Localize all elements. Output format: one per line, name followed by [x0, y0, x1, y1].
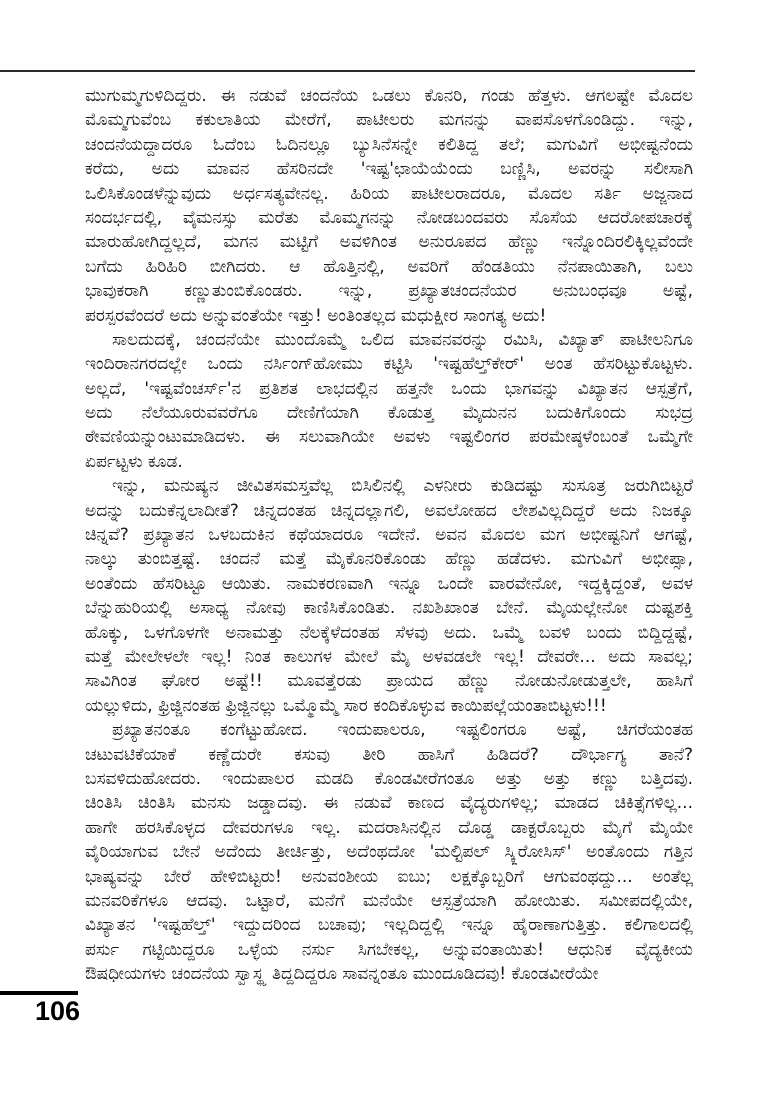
- paragraph: [85, 84, 693, 328]
- text-line: ಚಿಂತಿಸಿ ಚಿಂತಿಸಿ ಮನಸು ಜಡ್ಡಾದವು. ಈ ನಡುವೆ ಕಾಣದ ವೈದ್ಯರುಗಳಿಲ್ಲ; ಮಾಡದ ಚಿಕಿತ್ಸೆಗಳಿಲ್ಲ...: [85, 793, 693, 814]
- text-line: ಚಿನ್ನವೆ? ಪ್ರಖ್ಯಾತನ ಒಳಬದುಕಿನ ಕಥೆಯಾದರೂ ಇದೇನೆ. ಅವನ ಮೊದಲ ಮಗ ಅಭೀಷ್ಟನಿಗೆ ಆಗಷ್ಟೆ,: [85, 525, 693, 546]
- text-line: ಅಂತೆಂದು ಹೆಸರಿಟ್ಟೂ ಆಯಿತು. ನಾಮಕರಣವಾಗಿ ಇನ್ನೂ ಒಂದೇ ವಾರವೇನೋ, ಇದ್ದಕ್ಕಿದ್ದಂತೆ, ಅವಳ: [85, 573, 693, 594]
- text-line: ಚಂದನೆಯದ್ದಾದರೂ ಓದೆಂಬ ಓದಿನಲ್ಲೂ ಬ್ಯುಸಿನೆಸನ್ನೇ ಕಲಿತಿದ್ದ ತಲೆ; ಮಗುವಿಗೆ ಅಭೀಷ್ಟನೆಂದು: [85, 134, 693, 155]
- text-line: ಬೆನ್ನುಹುರಿಯಲ್ಲಿ ಅಸಾಧ್ಯ ನೋವು ಕಾಣಿಸಿಕೊಂಡಿತು. ನಖಶಿಖಾಂತ ಬೇನೆ. ಮೈಯಲ್ಲೇನೋ ದುಷ್ಟಶಕ್ತಿ: [85, 598, 693, 619]
- text-line: ಹಾಗೇ ಹರಸಿಕೊಳ್ಳದ ದೇವರುಗಳೂ ಇಲ್ಲ. ಮದರಾಸಿನಲ್ಲಿನ ದೊಡ್ಡ ಡಾಕ್ಟರೊಬ್ಬರು ಮೈಗೆ ಮೈಯೇ: [85, 817, 693, 838]
- header-rule: [0, 70, 695, 72]
- text-line: ಮನವರಿಕೆಗಳೂ ಆದವು. ಒಟ್ಟಾರೆ, ಮನೆಗೆ ಮನೆಯೇ ಆಸ್ಪತ್ರೆಯಾಗಿ ಹೋಯಿತು. ಸಮೀಪದಲ್ಲಿಯೇ,: [85, 890, 693, 911]
- text-line: ವೈರಿಯಾಗುವ ಬೇನೆ ಅದೆಂದು ತೀರ್ಚಿತ್ತು, ಅದೆಂಥದೋ 'ಮಲ್ಟಿಪಲ್ ಸ್ಕ್ಲಿರೋಸಿಸ್' ಅಂತೊಂದು ಗತ್ತಿನ: [85, 842, 693, 863]
- text-line: ಏರ್ಪಟ್ಟಳು ಕೂಡ.: [85, 451, 183, 472]
- text-line: ಚಟುವಟಿಕೆಯಾಕೆ ಕಣ್ಣೆದುರೇ ಕಸುವು ತೀರಿ ಹಾಸಿಗೆ ಹಿಡಿದರೆ? ದೌರ್ಭಾಗ್ಯ ತಾನೆ?: [85, 744, 693, 765]
- text-line: ಅದನ್ನು ಬದುಕೆನ್ನಲಾದೀತೆ? ಚಿನ್ನದಂತಹ ಚಿನ್ನದಲ್ಲಾಗಲಿ, ಅವಲೋಹದ ಲೇಶವಿಲ್ಲದಿದ್ದರೆ ಅದು ನಿಜಕ್ಕೂ: [85, 500, 693, 521]
- text-line: ಮೊಮ್ಮಗುವೆಂಬ ಕಕುಲಾತಿಯ ಮೇರೆಗೆ, ಪಾಟೀಲರು ಮಗನನ್ನು ವಾಪಸೊಳಗೊಂಡಿದ್ದು. ಇನ್ನು,: [85, 110, 693, 131]
- text-line: ಠೇವಣಿಯನ್ನುಂಟುಮಾಡಿದಳು. ಈ ಸಲುವಾಗಿಯೇ ಅವಳು ಇಷ್ಟಲಿಂಗರ ಪರಮೇಷ್ಠಳೆಂಬಂತೆ ಒಮ್ಮೆಗೇ: [85, 427, 693, 448]
- text-line: ಇನ್ನು, ಮನುಷ್ಯನ ಜೀವಿತಸಮಸ್ತವೆಲ್ಲ ಬಿಸಿಲಿನಲ್ಲಿ ಎಳನೀರು ಕುಡಿದಷ್ಟು ಸುಸೂತ್ರ ಜರುಗಿಬಿಟ್ಟರೆ: [112, 476, 693, 497]
- footer-bar: [0, 991, 78, 995]
- text-line: ಮತ್ತೆ ಮೇಲೇಳಲೇ ಇಲ್ಲ! ನಿಂತ ಕಾಲುಗಳ ಮೇಲೆ ಮೈ ಅಳವಡಲೇ ಇಲ್ಲ! ದೇವರೇ... ಅದು ಸಾವಲ್ಲ;: [85, 646, 693, 667]
- text-line: ಪ್ರಖ್ಯಾತನಂತೂ ಕಂಗೆಟ್ಟುಹೋದ. ಇಂದುಪಾಲರೂ, ಇಷ್ಟಲಿಂಗರೂ ಅಷ್ಟೆ, ಚಿಗರೆಯಂತಹ: [112, 720, 693, 741]
- text-line: ಸಂದರ್ಭದಲ್ಲಿ, ವೈಮನಸ್ಸು ಮರೆತು ಮೊಮ್ಮಗನನ್ನು ನೋಡಬಂದವರು ಸೊಸೆಯ ಆದರೋಪಚಾರಕ್ಕೆ: [85, 207, 693, 228]
- text-line: ನಾಲ್ಕು ತುಂಬಿತ್ತಷ್ಟೆ. ಚಂದನೆ ಮತ್ತೆ ಮೈಕೊನರಿಕೊಂಡು ಹೆಣ್ಣು ಹಡೆದಳು. ಮಗುವಿಗೆ ಅಭೀಪ್ಸಾ,: [85, 549, 693, 570]
- text-line: ಮುಗುಮ್ಮಗುಳಿದಿದ್ದರು. ಈ ನಡುವೆ ಚಂದನೆಯ ಒಡಲು ಕೊನರಿ, ಗಂಡು ಹೆತ್ತಳು. ಆಗಲಷ್ಟೇ ಮೊದಲ: [85, 86, 693, 106]
- text-line: ಯಲ್ಲುಳಿದು, ಫ್ರಿಜ್ಜಿನಂತಹ ಫ್ರಿಜ್ಜಿನಲ್ಲು ಒಮ್ಮೊಮ್ಮೆ ಸಾರ ಕಂದಿಕೊಳ್ಳುವ ಕಾಯಿಪಲ್ಲೆಯಂತಾಬಿಟ್ಟಳು!!!: [85, 695, 607, 716]
- page-number: 106: [34, 996, 81, 1026]
- paragraph: [85, 474, 693, 718]
- text-line: ಸಾಲದುದಕ್ಕೆ, ಚಂದನೆಯೇ ಮುಂದೊಮ್ಮೆ ಒಲಿದ ಮಾವನವರನ್ನು ರಮಿಸಿ, ವಿಖ್ಯಾತ್ ಪಾಟೀಲನಿಗೂ: [112, 329, 693, 350]
- text-line: ಕರೆದು, ಅದು ಮಾವನ ಹೆಸರಿನದೇ 'ಇಷ್ಟ'ಛಾಯೆಯೆಂದು ಬಣ್ಣಿಸಿ, ಅವರನ್ನು ಸಲೀಸಾಗಿ: [85, 159, 693, 180]
- text-line: ಔಷಧೀಯಗಳು ಚಂದನೆಯ ಸ್ವಾಸ್ಥ್ಯ ತಿದ್ದದಿದ್ದರೂ ಸಾವನ್ನಂತೂ ಮುಂದೂಡಿದವು! ಕೊಂಡವೀರೆಯೇ: [85, 964, 599, 985]
- text-line: ಅದು ನೆಲೆಯೂರುವವರೆಗೂ ದೇಣಿಗೆಯಾಗಿ ಕೊಡುತ್ತ ಮೈದುನನ ಬದುಕಿಗೊಂದು ಸುಭದ್ರ: [85, 403, 693, 424]
- text-line: ಭಾಷ್ಯವನ್ನು ಬೇರೆ ಹೇಳಿಬಿಟ್ಟರು! ಅನುವಂಶೀಯ ಐಬು; ಲಕ್ಷಕ್ಕೊಬ್ಬರಿಗೆ ಆಗುವಂಥದ್ದು... ಅಂತೆಲ್ಲ: [85, 866, 693, 887]
- text-line: ವಿಖ್ಯಾತನ 'ಇಷ್ಟಹೆಲ್ತ್' ಇದ್ದುದರಿಂದ ಬಚಾವು; ಇಲ್ಲದಿದ್ದಲ್ಲಿ ಇನ್ನೂ ಹೈರಾಣಾಗುತ್ತಿತ್ತು. ಕಲಿಗಾಲದಲ್ಲಿ: [85, 915, 693, 936]
- text-line: ಸಾವಿಗಿಂತ ಘೋರ ಅಷ್ಟೆ!! ಮೂವತ್ತೆರಡು ಪ್ರಾಯದ ಹೆಣ್ಣು ನೋಡುನೋಡುತ್ತಲೇ, ಹಾಸಿಗೆ: [85, 671, 693, 692]
- text-line: ಅಲ್ಲದೆ, 'ಇಷ್ಟವೆಂಚರ್ಸ್'ನ ಪ್ರತಿಶತ ಲಾಭದಲ್ಲಿನ ಹತ್ತನೇ ಒಂದು ಭಾಗವನ್ನು ವಿಖ್ಯಾತನ ಆಸ್ಪತ್ರೆಗೆ,: [85, 378, 693, 399]
- text-line: ಭಾವುಕರಾಗಿ ಕಣ್ಣುತುಂಬಿಕೊಂಡರು. ಇನ್ನು, ಪ್ರಖ್ಯಾತಚಂದನೆಯರ ಅನುಬಂಧವೂ ಅಷ್ಟೆ,: [85, 281, 693, 302]
- body-text: [85, 84, 693, 986]
- text-line: ಮಾರುಹೋಗಿದ್ದಲ್ಲದೆ, ಮಗನ ಮಟ್ಟಿಗೆ ಅವಳಿಗಿಂತ ಅನುರೂಪದ ಹೆಣ್ಣು ಇನ್ನೊಂದಿರಲಿಕ್ಕಿಲ್ಲವೆಂದೇ: [85, 232, 693, 253]
- text-line: ಇಂದಿರಾನಗರದಲ್ಲೇ ಒಂದು ನರ್ಸಿಂಗ್‌ಹೋಮು ಕಟ್ಟಿಸಿ 'ಇಷ್ಟಹೆಲ್ತ್‌ಕೇರ್' ಅಂತ ಹೆಸರಿಟ್ಟುಕೊಟ್ಟಳು.: [85, 354, 693, 375]
- text-line: ಪರ್ಸು ಗಟ್ಟಿಯಿದ್ದರೂ ಒಳ್ಳೆಯ ನರ್ಸು ಸಿಗಬೇಕಲ್ಲ, ಅನ್ನುವಂತಾಯಿತು! ಆಧುನಿಕ ವೈದ್ಯಕೀಯ: [85, 939, 693, 960]
- text-line: ಒಲಿಸಿಕೊಂಡಳೆನ್ನುವುದು ಅರ್ಧಸತ್ಯವೇನಲ್ಲ. ಹಿರಿಯ ಪಾಟೀಲರಾದರೂ, ಮೊದಲ ಸರ್ತಿ ಅಜ್ಜನಾದ: [85, 183, 693, 204]
- text-line: ಹೊಕ್ಕು, ಒಳಗೊಳಗೇ ಅನಾಮತ್ತು ನೆಲಕ್ಕೆಳೆದಂತಹ ಸೆಳವು ಅದು. ಒಮ್ಮೆ ಬವಳಿ ಬಂದು ಬಿದ್ದಿದ್ದಷ್ಟೆ,: [85, 622, 693, 643]
- paragraph: [85, 718, 693, 986]
- text-line: ಪರಸ್ಪರವೆಂದರೆ ಅದು ಅನ್ನುವಂತೆಯೇ ಇತ್ತು! ಅಂತಿಂತಲ್ಲದ ಮಧುಕ್ಷೀರ ಸಾಂಗತ್ಯ ಅದು!: [85, 305, 547, 326]
- text-line: ಬಸವಳಿದುಹೋದರು. ಇಂದುಪಾಲರ ಮಡದಿ ಕೊಂಡವೀರೆಗಂತೂ ಅತ್ತು ಅತ್ತು ಕಣ್ಣು ಬತ್ತಿದವು.: [85, 768, 693, 789]
- paragraph: [85, 328, 693, 474]
- text-line: ಬಗೆದು ಹಿರಿಹಿರಿ ಬೀಗಿದರು. ಆ ಹೊತ್ತಿನಲ್ಲಿ, ಅವರಿಗೆ ಹೆಂಡತಿಯು ನೆನಪಾಯಿತಾಗಿ, ಬಲು: [85, 256, 693, 277]
